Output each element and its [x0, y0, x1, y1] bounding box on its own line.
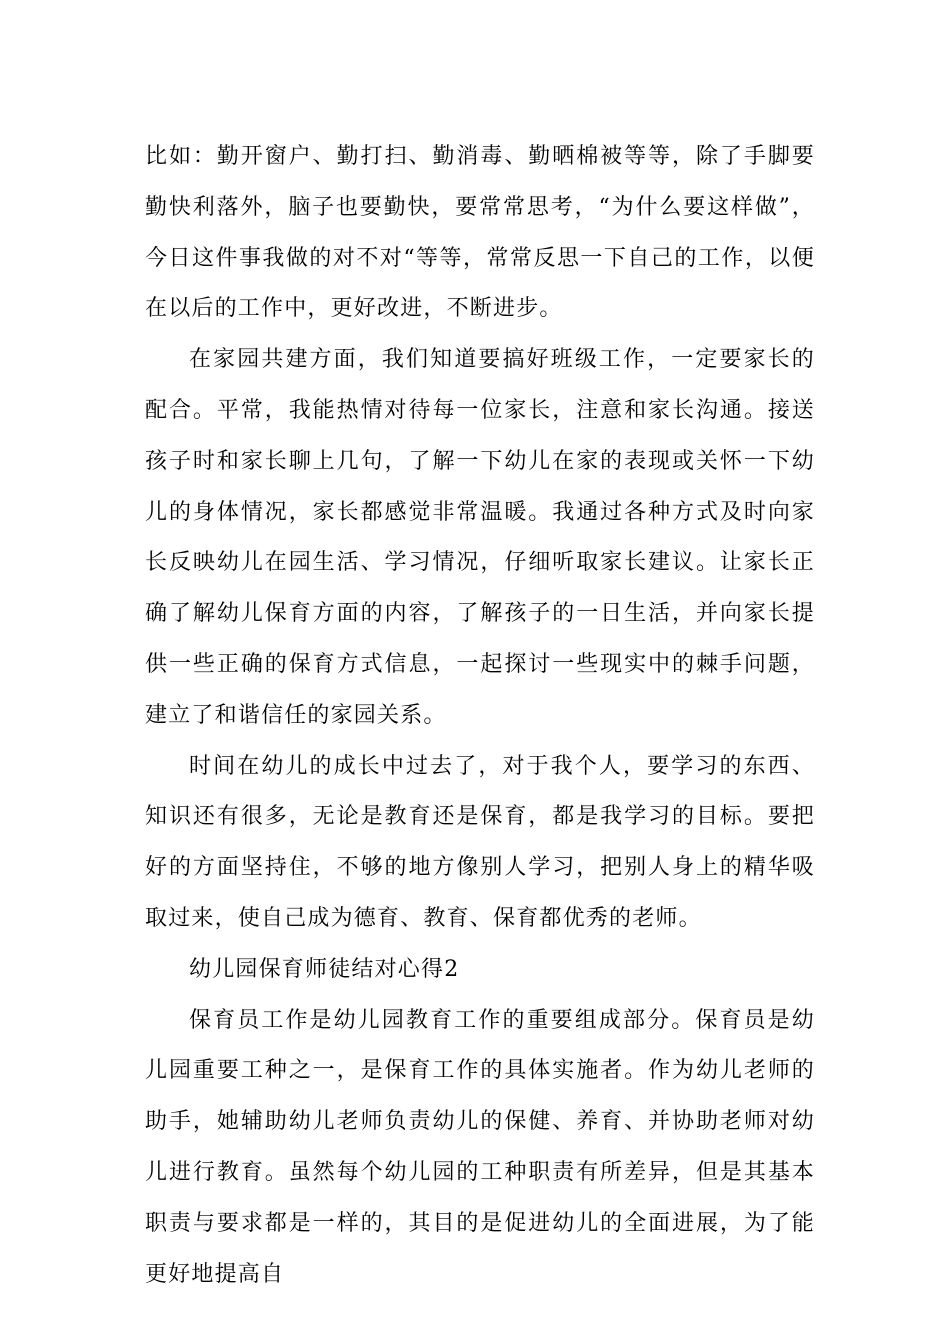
section-heading: 幼儿园保育师徒结对心得2 — [189, 956, 460, 982]
paragraph-personal-growth: 时间在幼儿的成长中过去了，对于我个人，要学习的东西、知识还有很多，无论是教育还是保育，都是我学习的目标。要把好的方面坚持住，不够的地方像别人学习，把别人身上的精华吸取过来，使自己成为德育、教育、保育都优秀的老师。 — [145, 753, 815, 931]
document-body — [145, 132, 815, 1300]
paragraph-home-school: 在家园共建方面，我们知道要搞好班级工作，一定要家长的配合。平常，我能热情对待每一位家长，注意和家长沟通。接送孩子时和家长聊上几句，了解一下幼儿在家的表现或关怀一下幼儿的身体情况，家长都感觉非常温暖。我通过各种方式及时向家长反映幼儿在园生活、学习情况，仔细听取家长建议。让家长正确了解幼儿保育方面的内容，了解孩子的一日生活，并向家长提供一些正确的保育方式信息，一起探讨一些现实中的棘手问题，建立了和谐信任的家园关系。 — [145, 347, 815, 728]
paragraph-continuation: 比如：勤开窗户、勤打扫、勤消毒、勤晒棉被等等，除了手脚要勤快利落外，脑子也要勤快，要常常思考，“为什么要这样做”，今日这件事我做的对不对“等等，常常反思一下自己的工作，以便在以后的工作中，更好改进，不断进步。 — [145, 144, 815, 322]
paragraph-caregiver-role: 保育员工作是幼儿园教育工作的重要组成部分。保育员是幼儿园重要工种之一，是保育工作的具体实施者。作为幼儿老师的助手，她辅助幼儿老师负责幼儿的保健、养育、并协助老师对幼儿进行教育。虽然每个幼儿园的工种职责有所差异，但是其基本职责与要求都是一样的，其目的是促进幼儿的全面进展，为了能更好地提高自 — [145, 1007, 815, 1287]
